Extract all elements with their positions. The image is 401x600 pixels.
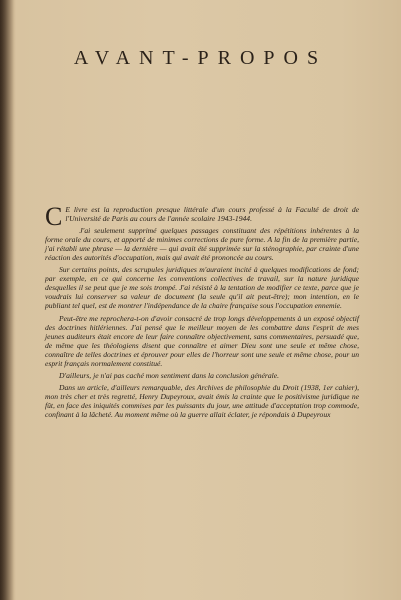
drop-cap: C: [45, 202, 63, 231]
paragraph-2: J'ai seulement supprimé quelques passages constituant des répétitions inhérentes à la forme orale du cours, et apporté de minimes corrections de pure forme. A la fin de la première partie, j'ai rétabli une phrase — la dernière — qui avait été supprimée sur la sténographie, par crainte d'une réaction des autorités d'occupation, mais qui avait été prononcée au cours.: [45, 226, 359, 263]
paragraph-1: [45, 202, 359, 231]
paragraph-4: Peut-être me reprochera-t-on d'avoir consacré de trop longs développements à un exposé objectif des doctrines hitlériennes. J'ai pensé que le meilleur moyen de les combattre dans l'esprit de mes jeunes auditeurs était encore de leur faire connaître objectivement, sans commentaires, persuadé que, de même que les théologiens disent que connaître et aimer Dieu sont une seule et même chose, connaître de telles doctrines et éprouver pour elles de l'horreur sont une seule et même chose, pour un esprit français normalement constitué.: [45, 313, 359, 368]
paragraph-3: Sur certains points, des scrupules juridiques m'auraient incité à quelques modifications de fond; par exemple, en ce qui concerne les conventions collectives de travail, sur la nature juridique desquelles il se peut que je me sois trompé. J'ai résisté à la tentation de modifier ce texte, parce que je voudrais lui conserver sa valeur de document (la seule qu'il ait peut-être); mon intention, en le publiant tel quel, est de montrer l'indépendance de la chaire française sous l'occupation ennemie.: [45, 265, 359, 311]
body-text: [45, 202, 359, 422]
paragraph-5: D'ailleurs, je n'ai pas caché mon sentiment dans la conclusion générale.: [59, 370, 280, 380]
paragraph-6: Dans un article, d'ailleurs remarquable, des Archives de philosophie du Droit (1938, 1er cahier), mon très cher et très regretté, Henry Dupeyroux, avait émis la crainte que le positivisme juridique ne fût, en face des iniquités commises par les puissants du jour, une attitude d'acceptation trop commode, confinant à la lâcheté. Au moment même où la guerre allait éclater, je répondais à Dupeyroux: [45, 382, 359, 419]
page-title: AVANT-PROPOS: [73, 47, 328, 69]
binding-shadow: [0, 0, 14, 600]
paragraph-1-text: E livre est la reproduction presque littérale d'un cours professé à la Faculté de droit de l'Université de Paris au cours de l'année scolaire 1943-1944.: [65, 205, 359, 224]
